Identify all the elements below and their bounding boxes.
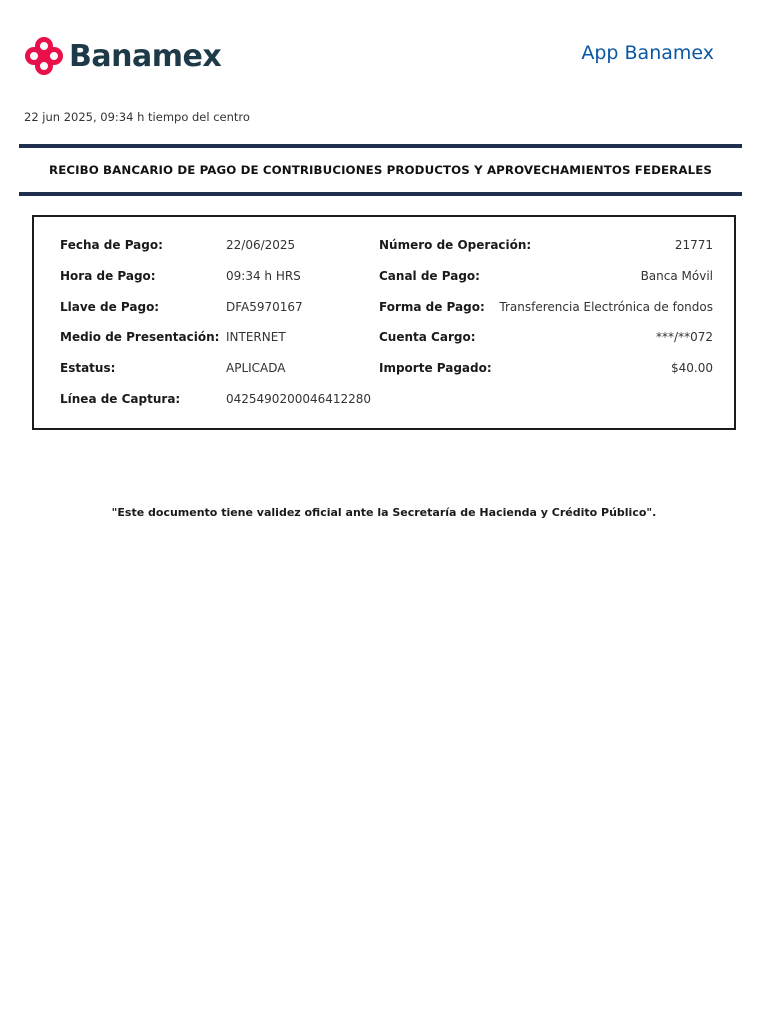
fecha-pago-label: Fecha de Pago: [60,238,163,252]
medio-presentacion-value: INTERNET [226,330,286,344]
timestamp: 22 jun 2025, 09:34 h tiempo del centro [24,110,250,124]
detail-row [34,392,734,412]
cuenta-cargo-value: ***/**072 [656,330,713,344]
detail-row [34,269,734,289]
validity-note: "Este documento tiene validez oficial ante la Secretaría de Hacienda y Crédito Público". [111,506,657,519]
page-header [24,34,714,78]
receipt-title: RECIBO BANCARIO DE PAGO DE CONTRIBUCIONES PRODUCTOS Y APROVECHAMIENTOS FEDERALES [49,163,712,177]
forma-pago-label: Forma de Pago: [379,300,485,314]
hora-pago-value: 09:34 h HRS [226,269,301,283]
banamex-flower-icon [24,36,64,76]
numero-operacion-value: 21771 [674,238,713,252]
fecha-pago-value: 22/06/2025 [226,238,296,252]
linea-captura-value: 0425490200046412280 [226,392,372,406]
app-label: App Banamex [581,42,714,64]
forma-pago-value: Transferencia Electrónica de fondos [499,300,713,314]
hora-pago-label: Hora de Pago: [60,269,156,283]
canal-pago-label: Canal de Pago: [379,269,480,283]
brand-name: Banamex [69,38,222,74]
canal-pago-value: Banca Móvil [640,269,713,283]
detail-row [34,330,734,350]
numero-operacion-label: Número de Operación: [379,238,532,252]
llave-pago-value: DFA5970167 [226,300,303,314]
estatus-label: Estatus: [60,361,116,375]
llave-pago-label: Llave de Pago: [60,300,160,314]
estatus-value: APLICADA [226,361,286,375]
payment-details-box [32,215,736,430]
importe-pagado-label: Importe Pagado: [379,361,492,375]
cuenta-cargo-label: Cuenta Cargo: [379,330,476,344]
detail-row [34,300,734,320]
linea-captura-label: Línea de Captura: [60,392,181,406]
receipt-title-band [19,144,742,196]
medio-presentacion-label: Medio de Presentación: [60,330,220,344]
detail-row [34,238,734,258]
importe-pagado-value: $40.00 [671,361,713,375]
banamex-logo [24,34,221,78]
detail-row [34,361,734,381]
